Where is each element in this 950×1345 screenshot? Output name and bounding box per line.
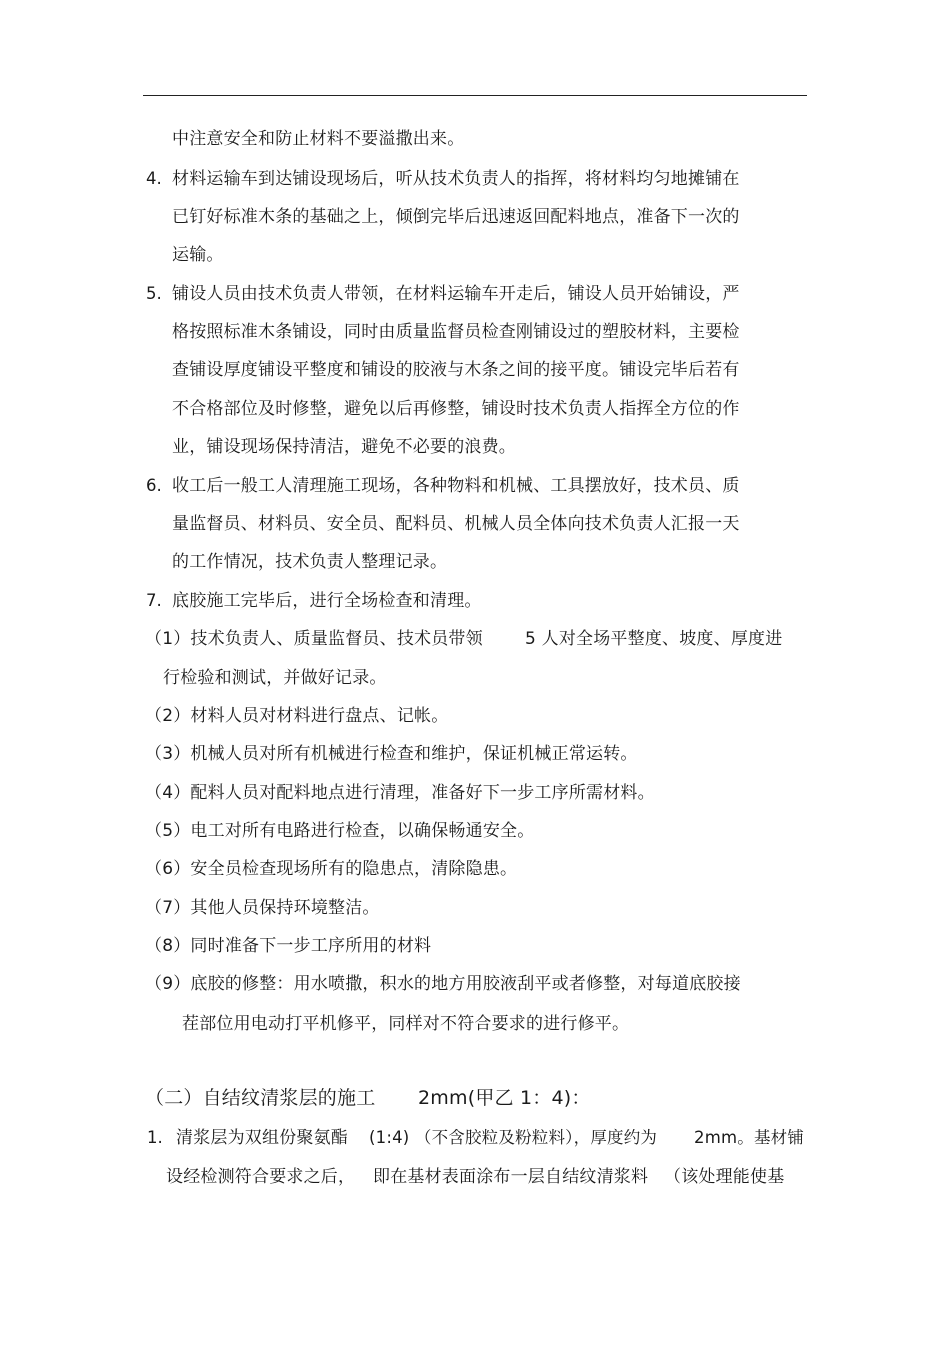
text-line: 运输。 — [172, 245, 224, 265]
text-line: （该处理能使基 — [664, 1167, 785, 1187]
sub-item-6: （6）安全员检查现场所有的隐患点，清除隐患。 — [145, 859, 518, 879]
text-line: 业，铺设现场保持清洁，避免不必要的浪费。 — [172, 437, 516, 457]
sub-item-1-cont: 5 人对全场平整度、坡度、厚度进 — [525, 629, 783, 649]
text-line: 材料运输车到达铺设现场后，听从技术负责人的指挥，将材料均匀地摊铺在 — [172, 169, 740, 189]
item-number-1: 1. — [147, 1128, 163, 1147]
text-line: 设经检测符合要求之后， — [166, 1167, 356, 1187]
sub-item-9: （9）底胶的修整：用水喷撒，积水的地方用胶液刮平或者修整，对每道底胶接 — [145, 974, 741, 994]
item-number-6: 6. — [146, 476, 162, 495]
text-line: 不合格部位及时修整，避免以后再修整，铺设时技术负责人指挥全方位的作 — [172, 399, 740, 419]
text-line: 量监督员、材料员、安全员、配料员、机械人员全体向技术负责人汇报一天 — [172, 514, 740, 534]
text-line: 铺设人员由技术负责人带领，在材料运输车开走后，铺设人员开始铺设，严 — [172, 284, 740, 304]
sub-item-8: （8）同时准备下一步工序所用的材料 — [145, 936, 432, 956]
item-number-4: 4. — [146, 169, 162, 188]
section-heading: （二）自结纹清浆层的施工 — [145, 1087, 376, 1109]
text-line: 的工作情况，技术负责人整理记录。 — [172, 552, 448, 572]
text-line: 底胶施工完毕后，进行全场检查和清理。 — [172, 591, 482, 611]
sub-item-4: （4）配料人员对配料地点进行清理，准备好下一步工序所需材料。 — [145, 783, 655, 803]
text-line: 行检验和测试，并做好记录。 — [163, 668, 387, 688]
item-number-7: 7. — [146, 591, 162, 610]
text-line: 茬部位用电动打平机修平，同样对不符合要求的进行修平。 — [182, 1014, 630, 1034]
text-line: 清浆层为双组份聚氨酯 — [176, 1128, 348, 1148]
item-number-5: 5. — [146, 284, 162, 303]
sub-item-2: （2）材料人员对材料进行盘点、记帐。 — [145, 706, 449, 726]
section-heading-spec: 2mm(甲乙 1：4)： — [418, 1087, 591, 1109]
text-line: 已钉好标准木条的基础之上，倾倒完毕后迅速返回配料地点，准备下一次的 — [172, 207, 740, 227]
sub-item-7: （7）其他人员保持环境整洁。 — [145, 898, 380, 918]
sub-item-3: （3）机械人员对所有机械进行检查和维护，保证机械正常运转。 — [145, 744, 638, 764]
text-line: 收工后一般工人清理施工现场，各种物料和机械、工具摆放好，技术员、质 — [172, 476, 740, 496]
text-line: 即在基材表面涂布一层自结纹清浆料 — [373, 1167, 649, 1187]
text-line: (1:4) （不含胶粒及粉粒料），厚度约为 — [369, 1128, 658, 1147]
text-line: 查铺设厚度铺设平整度和铺设的胶液与木条之间的接平度。铺设完毕后若有 — [172, 360, 740, 380]
header-rule — [143, 95, 807, 96]
sub-item-5: （5）电工对所有电路进行检查，以确保畅通安全。 — [145, 821, 535, 841]
text-line: 2mm。基材铺 — [694, 1128, 805, 1147]
text-line: 中注意安全和防止材料不要溢撒出来。 — [172, 129, 465, 149]
sub-item-1: （1）技术负责人、质量监督员、技术员带领 — [145, 629, 483, 649]
text-line: 格按照标准木条铺设，同时由质量监督员检查刚铺设过的塑胶材料，主要检 — [172, 322, 740, 342]
